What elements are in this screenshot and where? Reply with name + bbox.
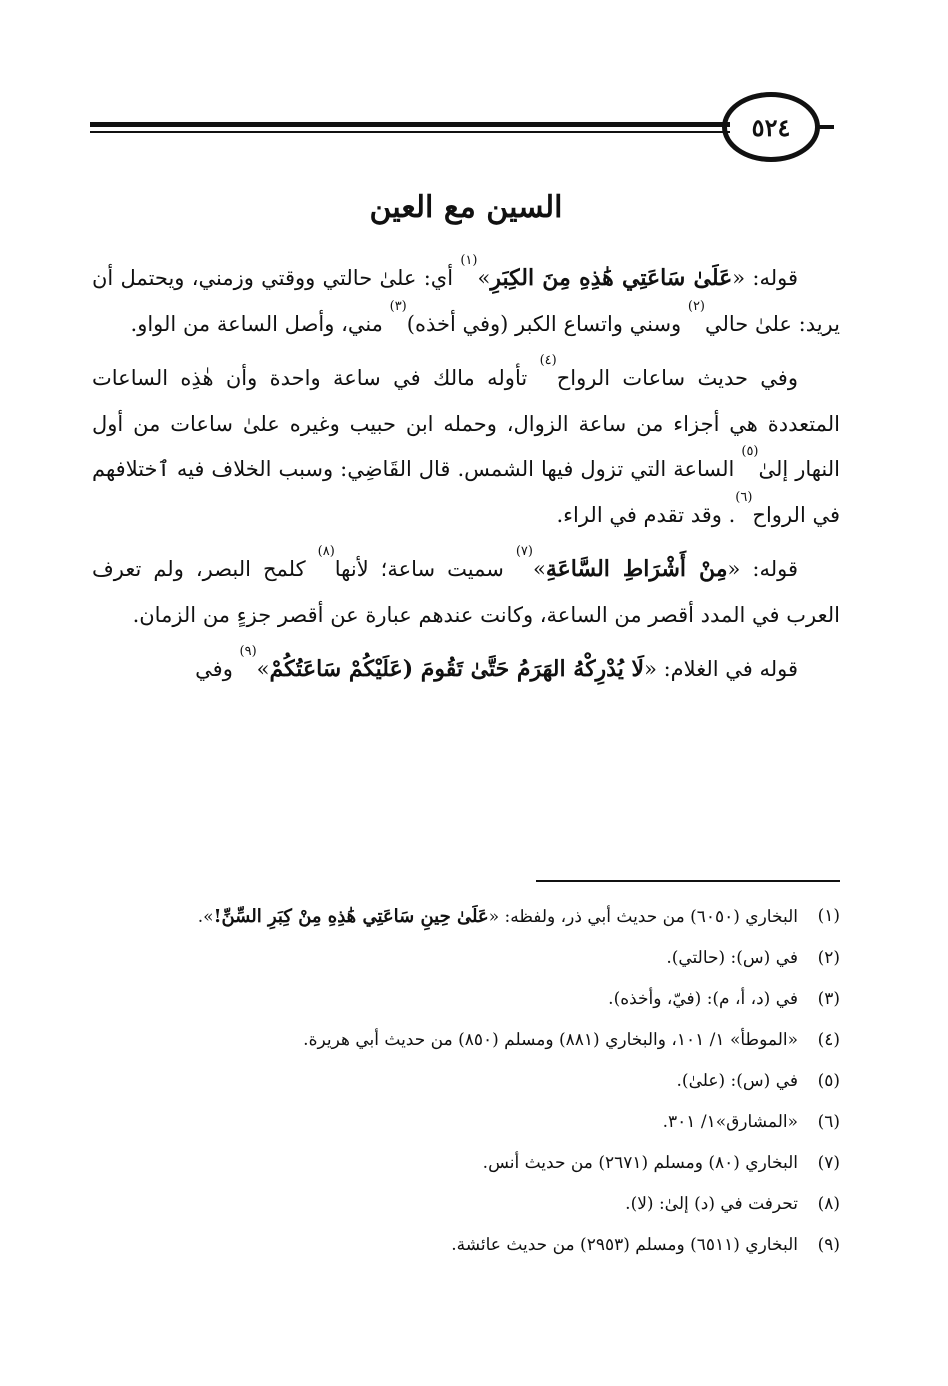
footnote-text: «الموطأ» ١/ ١٠١، والبخاري (٨٨١) ومسلم (٨٥٠) من حديث أبي هريرة.: [303, 1030, 798, 1050]
text-run: قوله: «: [727, 557, 798, 581]
text-run: »: [256, 657, 270, 681]
text-run: البخاري (٦٠٥٠) من حديث أبي ذر، ولفظه: «: [488, 907, 798, 927]
page-header: [90, 88, 842, 168]
footnote-ref: (٩): [239, 644, 257, 659]
footnote: [92, 1225, 840, 1266]
footnotes: [92, 896, 840, 1266]
footnote-ref: (٢): [687, 298, 705, 314]
footnote-number: (٦): [817, 1112, 840, 1132]
text-run: وفي حديث ساعات الرواح: [556, 366, 798, 390]
footnote-ref: (٧): [515, 544, 533, 559]
footnote-number: (٧): [817, 1153, 840, 1173]
hadith-quote: عَلَىٰ حِينِ سَاعَتِي هَٰذِهِ مِنْ كِبَرِ السِّنِّ!: [213, 906, 489, 927]
footnote-ref: (٨): [317, 544, 335, 559]
footnote-ref: (٦): [735, 489, 753, 505]
footnote-text: في (س): (حالتي).: [666, 948, 798, 968]
footnote: [92, 1143, 840, 1184]
footnote-number: (٩): [817, 1235, 840, 1255]
footnote-number: (٣): [817, 989, 840, 1009]
footnote-text: [92, 896, 798, 938]
text-run: تأوله مالك في ساعة واحدة وأن هٰذِه الساعات المتعددة هي أجزاء من ساعة الزوال، وحمله ابن حبيب وغيره علىٰ ساعات من أول النهار إلىٰ: [92, 366, 840, 481]
footnote-ref: (٥): [741, 444, 759, 459]
paragraph-4: [92, 644, 840, 693]
footnote-text: «المشارق»١/ ٣٠١.: [662, 1112, 798, 1132]
hadith-quote: عَلَىٰ سَاعَتِي هَٰذِهِ مِنَ الكِبَرِ: [490, 265, 733, 291]
footnote-ref: (١): [460, 253, 478, 268]
header-rule-thick: [90, 122, 730, 127]
footnote: [92, 979, 840, 1020]
header-rule-thin: [90, 131, 730, 133]
footnote-number: (٤): [817, 1030, 840, 1050]
footnote-text: في (د، أ، م): (فيّ، وأخذه).: [608, 989, 798, 1009]
text-run: ».: [197, 907, 214, 927]
text-run: وسني واتساع الكبر (وفي أخذه): [406, 311, 688, 336]
footnote-number: (٢): [817, 948, 840, 968]
section-title: السين مع العين: [369, 190, 563, 225]
footnote-text: تحرفت في (د) إلىٰ: (لا).: [625, 1194, 798, 1214]
text-run: الساعة التي تزول فيها الشمس. قال القَاضِي: وسبب الخلاف فيه ٱختلافهم في الرواح: [92, 457, 840, 527]
footnote: [92, 1020, 840, 1061]
footnote-text: البخاري (٨٠) ومسلم (٢٦٧١) من حديث أنس.: [482, 1153, 798, 1173]
footnote-number: (١): [817, 906, 840, 926]
page-number-badge: [722, 92, 820, 162]
text-run: قوله في الغلام: «: [644, 657, 798, 681]
footnote: [92, 938, 840, 979]
paragraph-1: [92, 253, 840, 347]
footnote: [92, 896, 840, 938]
footnote-text: البخاري (٦٥١١) ومسلم (٢٩٥٣) من حديث عائشة.: [451, 1235, 798, 1255]
paragraph-3: [92, 544, 840, 638]
footnote-ref: (٣): [389, 298, 407, 314]
main-text: [92, 253, 840, 702]
page-number: ٥٢٤: [751, 112, 791, 142]
footnote: [92, 1061, 840, 1102]
text-run: وفي: [195, 657, 240, 681]
text-run: أي: علىٰ حالتي ووقتي وزمني، ويحتمل أن يريد: علىٰ حالي: [92, 266, 840, 336]
text-run: سميت ساعة؛ لأنها: [334, 557, 516, 581]
footnote-separator: [536, 880, 840, 882]
text-run: قوله: «: [732, 266, 798, 290]
footnote: [92, 1184, 840, 1225]
text-run: »: [477, 266, 491, 290]
text-run: مني، وأصل الساعة من الواو.: [130, 311, 390, 336]
hadith-quote: لَا يُدْرِكْهُ الهَرَمُ حَتَّىٰ تَقُومَ (عَلَيْكُمْ سَاعَتُكُمْ: [269, 656, 645, 682]
paragraph-2: [92, 353, 840, 538]
footnote: [92, 1102, 840, 1143]
footnote-number: (٨): [817, 1194, 840, 1214]
hadith-quote: مِنْ أَشْرَاطِ السَّاعَةِ: [545, 556, 728, 582]
footnote-ref: (٤): [539, 353, 557, 368]
footnote-text: في (س): (علىٰ).: [676, 1071, 798, 1091]
text-run: . وقد تقدم في الراء.: [556, 502, 736, 527]
text-run: »: [532, 557, 546, 581]
footnote-number: (٥): [817, 1071, 840, 1091]
text-run: كلمح البصر، ولم تعرف العرب في المدد أقصر من الساعة، وكانت عندهم عبارة عن أقصر جزءٍ من الزمان.: [92, 557, 840, 627]
